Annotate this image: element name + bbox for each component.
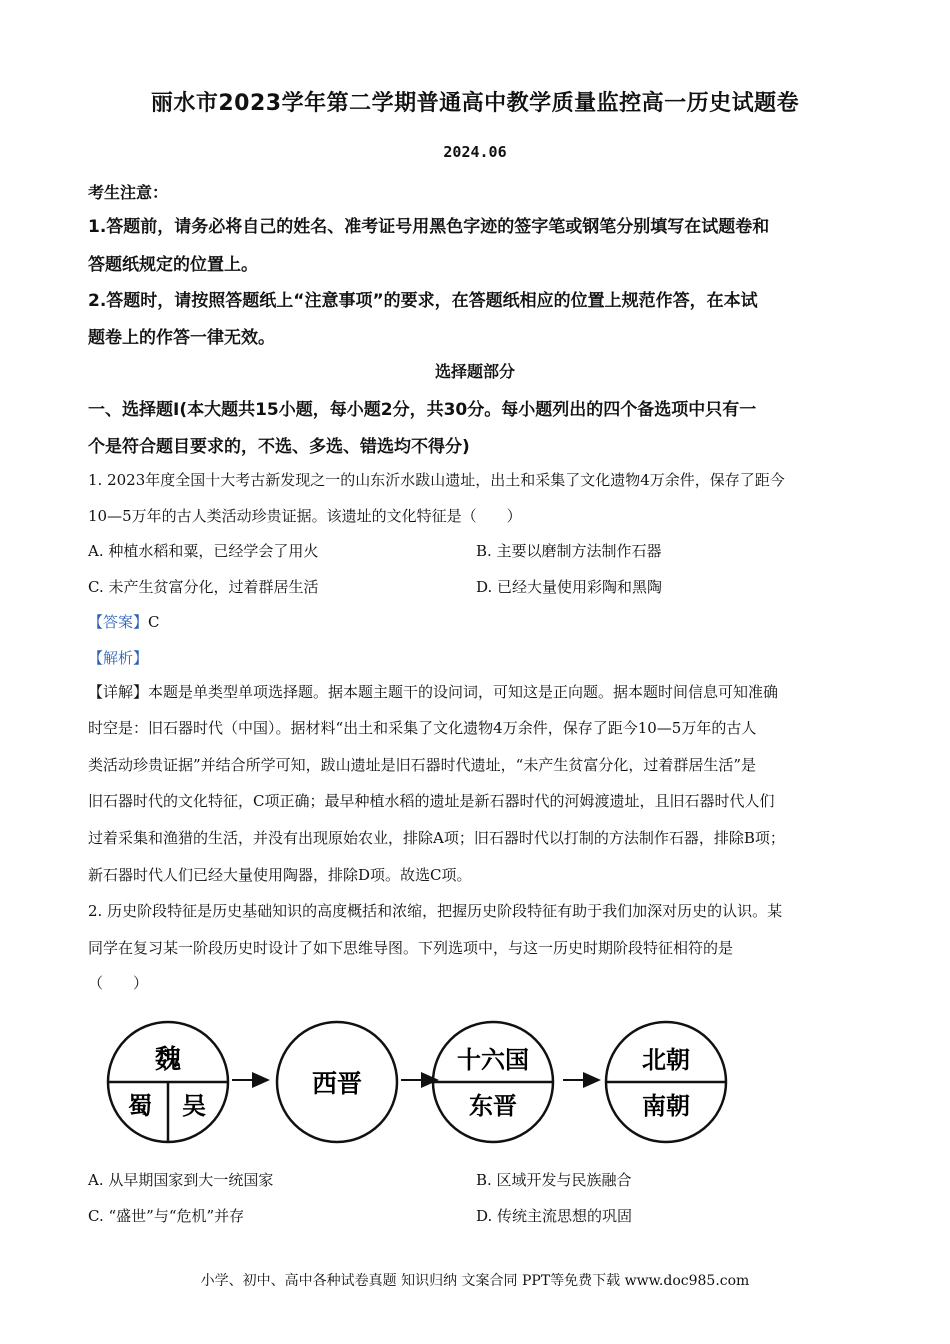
circle-northern-southern-dynasties [606,1022,726,1142]
circle-sixteen-kingdoms-eastern-jin [433,1022,553,1142]
answer-value: C [148,613,160,631]
answer-tag: 【答案】 [88,613,149,631]
q2-option-d: D. 传统主流思想的巩固 [476,1207,633,1225]
label-beichao: 北朝 [642,1046,690,1074]
exam-date: 2024.06 [443,143,507,161]
analysis-tag: 【解析】 [88,649,149,667]
q1-option-a: A. 种植水稻和粟，已经学会了用火 [88,542,319,560]
q1-option-d: D. 已经大量使用彩陶和黑陶 [476,578,663,596]
q2-option-c: C. “盛世”与“危机”并存 [88,1207,245,1225]
q1-stem-line-1: 1. 2023年度全国十大考古新发现之一的山东沂水跋山遗址，出土和采集了文化遗物4万余件，保存了距今 [88,471,785,489]
label-wei: 魏 [154,1045,182,1075]
q2-stem-line-3: （ ） [88,974,149,992]
label-sixteen-kingdoms: 十六国 [457,1046,529,1074]
q1-detail-line-2: 时空是：旧石器时代（中国）。据材料“出土和采集了文化遗物4万余件，保存了距今10—5万年的古人 [88,719,757,737]
notice-item-1-line-1: 1.答题前，请务必将自己的姓名、准考证号用黑色字迹的签字笔或钢笔分别填写在试题卷和 [88,217,770,237]
label-wu: 吴 [182,1092,206,1120]
section-title: 选择题部分 [434,362,515,381]
notice-heading: 考生注意： [88,183,169,202]
footer-text: 小学、初中、高中各种试卷真题 知识归纳 文案合同 PPT等免费下载 www.doc985.com [200,1273,750,1289]
circle-wei-shu-wu [108,1022,228,1142]
label-xijin: 西晋 [311,1069,363,1098]
label-nanchao: 南朝 [642,1092,690,1120]
label-shu: 蜀 [128,1092,152,1120]
q1-stem-line-2: 10—5万年的古人类活动珍贵证据。该遗址的文化特征是（ ） [88,507,522,525]
q1-detail-line-4: 旧石器时代的文化特征，C项正确；最早种植水稻的遗址是新石器时代的河姆渡遗址，且旧石器时代人们 [88,792,775,810]
notice-item-1-line-2: 答题纸规定的位置上。 [88,255,258,275]
page-title: 丽水市2023学年第二学期普通高中教学质量监控高一历史试题卷 [150,91,800,116]
q2-option-b: B. 区域开发与民族融合 [476,1171,632,1189]
part-heading-line-2: 个是符合题目要求的，不选、多选、错选均不得分) [88,437,470,457]
q2-stem-line-1: 2. 历史阶段特征是历史基础知识的高度概括和浓缩，把握历史阶段特征有助于我们加深对历史的认识。某 [88,902,783,920]
q2-option-a: A. 从早期国家到大一统国家 [88,1171,274,1189]
notice-item-2-line-1: 2.答题时，请按照答题纸上“注意事项”的要求，在答题纸相应的位置上规范作答，在本试 [88,291,758,311]
notice-item-2-line-2: 题卷上的作答一律无效。 [88,328,275,348]
label-dongjin: 东晋 [469,1092,517,1120]
q1-detail-line-3: 类活动珍贵证据”并结合所学可知，跋山遗址是旧石器时代遗址，“未产生贫富分化，过着群居生活”是 [88,756,757,774]
circle-western-jin [277,1022,397,1142]
q2-stem-line-2: 同学在复习某一阶段历史时设计了如下思维导图。下列选项中，与这一历史时期阶段特征相符的是 [88,939,734,957]
q1-option-c: C. 未产生贫富分化，过着群居生活 [88,578,319,596]
q1-detail-line-6: 新石器时代人们已经大量使用陶器，排除D项。故选C项。 [88,866,472,884]
q1-detail-line-5: 过着采集和渔猎的生活，并没有出现原始农业，排除A项；旧石器时代以打制的方法制作石器，排除B项； [88,829,785,847]
part-heading-line-1: 一、选择题Ⅰ(本大题共15小题，每小题2分，共30分。每小题列出的四个备选项中只有一 [88,400,757,420]
q1-option-b: B. 主要以磨制方法制作石器 [476,542,662,560]
q1-detail-line-1: 【详解】本题是单类型单项选择题。据本题主题干的设问词，可知这是正向题。据本题时间信息可知准确 [88,683,779,701]
